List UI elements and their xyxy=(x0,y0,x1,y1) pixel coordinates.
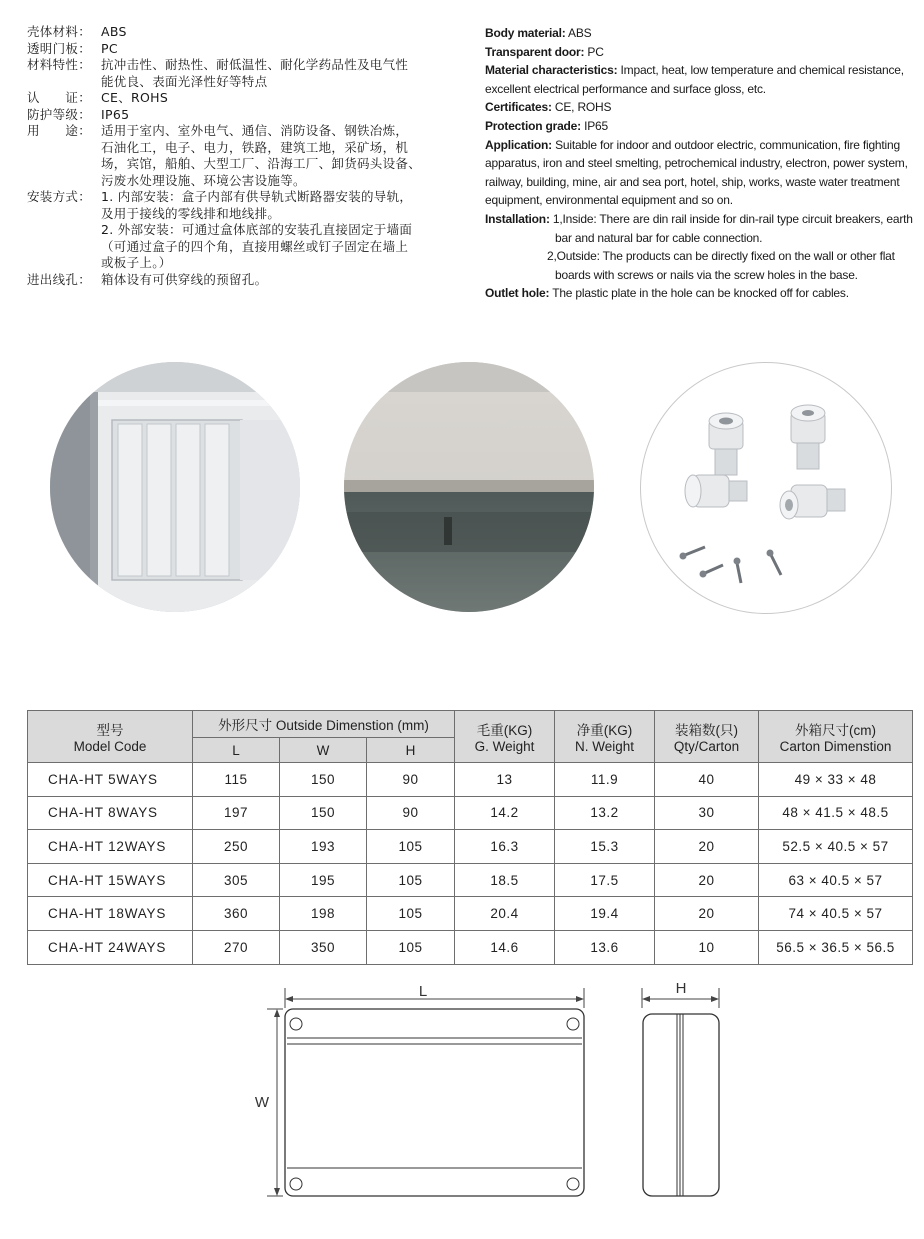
cell-qty: 30 xyxy=(655,796,759,830)
table-row xyxy=(28,830,913,864)
header-width: W xyxy=(280,738,367,763)
cn-spec-line: 石油化工，电子、电力，铁路，建筑工地，采矿场，机 xyxy=(101,139,409,155)
side-view-drawing xyxy=(636,978,726,1203)
cable-glands-illustration xyxy=(641,363,891,613)
cell-H: 90 xyxy=(367,796,455,830)
cell-model: CHA-HT 18WAYS xyxy=(28,897,193,931)
spec-body-material: Body material: ABS xyxy=(485,26,592,40)
screw-icon xyxy=(680,547,706,560)
spec-installation: Installation: 1,Inside: There are din rail inside for din-rail type circuit breakers, earth xyxy=(485,211,913,226)
cell-W: 198 xyxy=(280,897,367,931)
spec-outlet-hole: Outlet hole: The plastic plate in the hole can be knocked off for cables. xyxy=(485,286,849,301)
cn-spec-row xyxy=(27,57,467,90)
cell-L: 250 xyxy=(193,830,280,864)
cell-carton: 74 × 40.5 × 57 xyxy=(759,897,913,931)
cable-gland-icon xyxy=(685,475,747,507)
header-model-code: 型号 Model Code xyxy=(28,711,193,763)
spec-transparent-door: Transparent door: PC xyxy=(485,44,604,59)
cn-spec-row xyxy=(27,123,467,189)
cn-spec-value xyxy=(101,90,467,107)
spec-protection-grade: Protection grade: IP65 xyxy=(485,118,608,133)
cell-nw: 13.6 xyxy=(555,930,655,964)
cable-gland-icon xyxy=(791,405,825,469)
transparent-door-illustration xyxy=(344,362,594,612)
photo-transparent-door-closeup xyxy=(344,362,594,612)
cell-carton: 63 × 40.5 × 57 xyxy=(759,863,913,897)
spec-application-cont: apparatus, iron and steel smelting, petrochemical industry, electron, power system, xyxy=(485,156,908,171)
cell-nw: 15.3 xyxy=(555,830,655,864)
table-row xyxy=(28,930,913,964)
header-carton-dimension: 外箱尺寸(cm) Carton Dimenstion xyxy=(759,711,913,763)
header-outside-dimension: 外形尺寸 Outside Dimenstion (mm) xyxy=(193,711,455,738)
cn-spec-line: 污废水处理设施、环境公害设施等。 xyxy=(101,172,306,188)
cell-H: 90 xyxy=(367,763,455,797)
cn-spec-label: 认 证： xyxy=(27,90,92,105)
cn-spec-label: 透明门板： xyxy=(27,40,92,56)
cn-spec-label: 防护等级： xyxy=(27,106,92,122)
cn-spec-label: 进出线孔： xyxy=(27,271,92,287)
cell-H: 105 xyxy=(367,830,455,864)
cell-H: 105 xyxy=(367,930,455,964)
spec-certificates: Certificates: CE, ROHS xyxy=(485,100,612,115)
cell-L: 115 xyxy=(193,763,280,797)
dimension-label-H: H xyxy=(675,980,687,997)
cn-spec-line: 1. 内部安装：盒子内部有供导轨式断路器安装的导轨， xyxy=(101,189,413,204)
chinese-spec-list xyxy=(27,24,467,288)
cn-spec-label: 壳体材料： xyxy=(27,24,92,39)
cell-model: CHA-HT 12WAYS xyxy=(28,830,193,864)
cable-gland-icon xyxy=(709,413,743,475)
front-view-drawing xyxy=(255,978,595,1203)
cell-model: CHA-HT 24WAYS xyxy=(28,930,193,964)
cell-gw: 14.2 xyxy=(455,796,555,830)
dimension-label-L: L xyxy=(418,983,428,1000)
table-row xyxy=(28,897,913,931)
cell-carton: 52.5 × 40.5 × 57 xyxy=(759,830,913,864)
header-net-weight: 净重(KG) N. Weight xyxy=(555,711,655,763)
cell-L: 305 xyxy=(193,863,280,897)
header-length: L xyxy=(193,738,280,763)
cell-gw: 13 xyxy=(455,763,555,797)
cell-nw: 19.4 xyxy=(555,897,655,931)
cell-W: 150 xyxy=(280,763,367,797)
cn-spec-label: 材料特性： xyxy=(27,57,92,72)
table-row xyxy=(28,863,913,897)
screw-icon xyxy=(734,558,742,584)
header-height: H xyxy=(367,738,455,763)
cell-nw: 17.5 xyxy=(555,863,655,897)
cn-spec-line: PC xyxy=(101,40,118,56)
cn-spec-line: 2. 外部安装：可通过盒体底部的安装孔直接固定于墙面 xyxy=(101,222,413,237)
cell-W: 150 xyxy=(280,796,367,830)
spec-installation-outside: 2,Outside: The products can be directly fixed on the wall or other flat xyxy=(547,249,895,264)
cn-spec-line: CE、ROHS xyxy=(101,90,169,105)
cn-spec-line: 箱体设有可供穿线的预留孔。 xyxy=(101,271,268,287)
cell-qty: 40 xyxy=(655,763,759,797)
din-rail-interior-illustration xyxy=(50,362,300,612)
cell-qty: 10 xyxy=(655,930,759,964)
cn-spec-value xyxy=(101,189,467,272)
cell-gw: 14.6 xyxy=(455,930,555,964)
spec-installation-cont: boards with screws or nails via the screw holes in the base. xyxy=(555,267,858,282)
table-body xyxy=(28,763,913,965)
spec-application-cont: equipment, environmental equipment and so on. xyxy=(485,193,733,208)
cn-spec-value xyxy=(101,107,467,124)
cell-qty: 20 xyxy=(655,897,759,931)
screw-icon xyxy=(700,565,724,578)
dimension-label-W: W xyxy=(255,1094,270,1111)
cn-spec-value xyxy=(101,272,467,289)
cn-spec-line: ABS xyxy=(101,24,127,39)
english-spec-list xyxy=(485,24,920,303)
cn-spec-value xyxy=(101,57,467,90)
cn-spec-row xyxy=(27,90,467,107)
cn-spec-row xyxy=(27,107,467,124)
cell-W: 195 xyxy=(280,863,367,897)
cell-model: CHA-HT 8WAYS xyxy=(28,796,193,830)
cn-spec-line: 能优良、表面光泽性好等特点 xyxy=(101,73,268,89)
model-spec-table xyxy=(27,710,913,965)
screw-icon xyxy=(767,550,782,576)
header-qty-carton: 装箱数(只) Qty/Carton xyxy=(655,711,759,763)
photo-din-rail-interior xyxy=(50,362,300,612)
cell-carton: 49 × 33 × 48 xyxy=(759,763,913,797)
cell-L: 197 xyxy=(193,796,280,830)
cell-carton: 48 × 41.5 × 48.5 xyxy=(759,796,913,830)
cn-spec-line: 场，宾馆，船舶、大型工厂、沿海工厂、卸货码头设备、 xyxy=(101,156,422,171)
cell-L: 270 xyxy=(193,930,280,964)
cn-spec-line: 适用于室内、室外电气、通信、消防设备、钢铁冶炼， xyxy=(101,123,409,138)
cell-model: CHA-HT 5WAYS xyxy=(28,763,193,797)
cn-spec-line: IP65 xyxy=(101,106,130,122)
cn-spec-row xyxy=(27,24,467,41)
cell-gw: 16.3 xyxy=(455,830,555,864)
cable-gland-icon xyxy=(780,485,845,519)
cell-qty: 20 xyxy=(655,830,759,864)
cell-carton: 56.5 × 36.5 × 56.5 xyxy=(759,930,913,964)
cell-L: 360 xyxy=(193,897,280,931)
header-gross-weight: 毛重(KG) G. Weight xyxy=(455,711,555,763)
spec-application: Application: Suitable for indoor and outdoor electric, communication, fire fighting xyxy=(485,137,900,152)
cn-spec-label: 用 途： xyxy=(27,123,92,138)
cell-W: 350 xyxy=(280,930,367,964)
table-row xyxy=(28,796,913,830)
cell-nw: 11.9 xyxy=(555,763,655,797)
spec-material-characteristics-cont: excellent electrical performance and surface gloss, etc. xyxy=(485,81,766,96)
table-row xyxy=(28,763,913,797)
cn-spec-row xyxy=(27,272,467,289)
cn-spec-value xyxy=(101,41,467,58)
cell-H: 105 xyxy=(367,863,455,897)
cn-spec-label: 安装方式： xyxy=(27,189,92,204)
cn-spec-line: 抗冲击性、耐热性、耐低温性、耐化学药品性及电气性 xyxy=(101,57,409,72)
cell-W: 193 xyxy=(280,830,367,864)
cell-gw: 20.4 xyxy=(455,897,555,931)
cn-spec-line: 或板子上。） xyxy=(101,255,172,270)
cn-spec-row xyxy=(27,189,467,272)
cn-spec-line: 及用于接线的零线排和地线排。 xyxy=(101,205,281,221)
spec-material-characteristics: Material characteristics: Impact, heat, low temperature and chemical resistance, xyxy=(485,63,904,78)
cell-H: 105 xyxy=(367,897,455,931)
cn-spec-line: （可通过盒子的四个角，直接用螺丝或钉子固定在墙上 xyxy=(101,238,409,254)
cn-spec-row xyxy=(27,41,467,58)
photo-cable-glands-and-screws xyxy=(640,362,892,614)
cell-qty: 20 xyxy=(655,863,759,897)
spec-application-cont: railway, building, mine, air and sea port, hotel, ship, works, waste water treatment xyxy=(485,174,900,189)
cn-spec-value xyxy=(101,24,467,41)
spec-installation-cont: bar and natural bar for cable connection. xyxy=(555,230,763,245)
cell-gw: 18.5 xyxy=(455,863,555,897)
cell-nw: 13.2 xyxy=(555,796,655,830)
cn-spec-value xyxy=(101,123,467,189)
cell-model: CHA-HT 15WAYS xyxy=(28,863,193,897)
